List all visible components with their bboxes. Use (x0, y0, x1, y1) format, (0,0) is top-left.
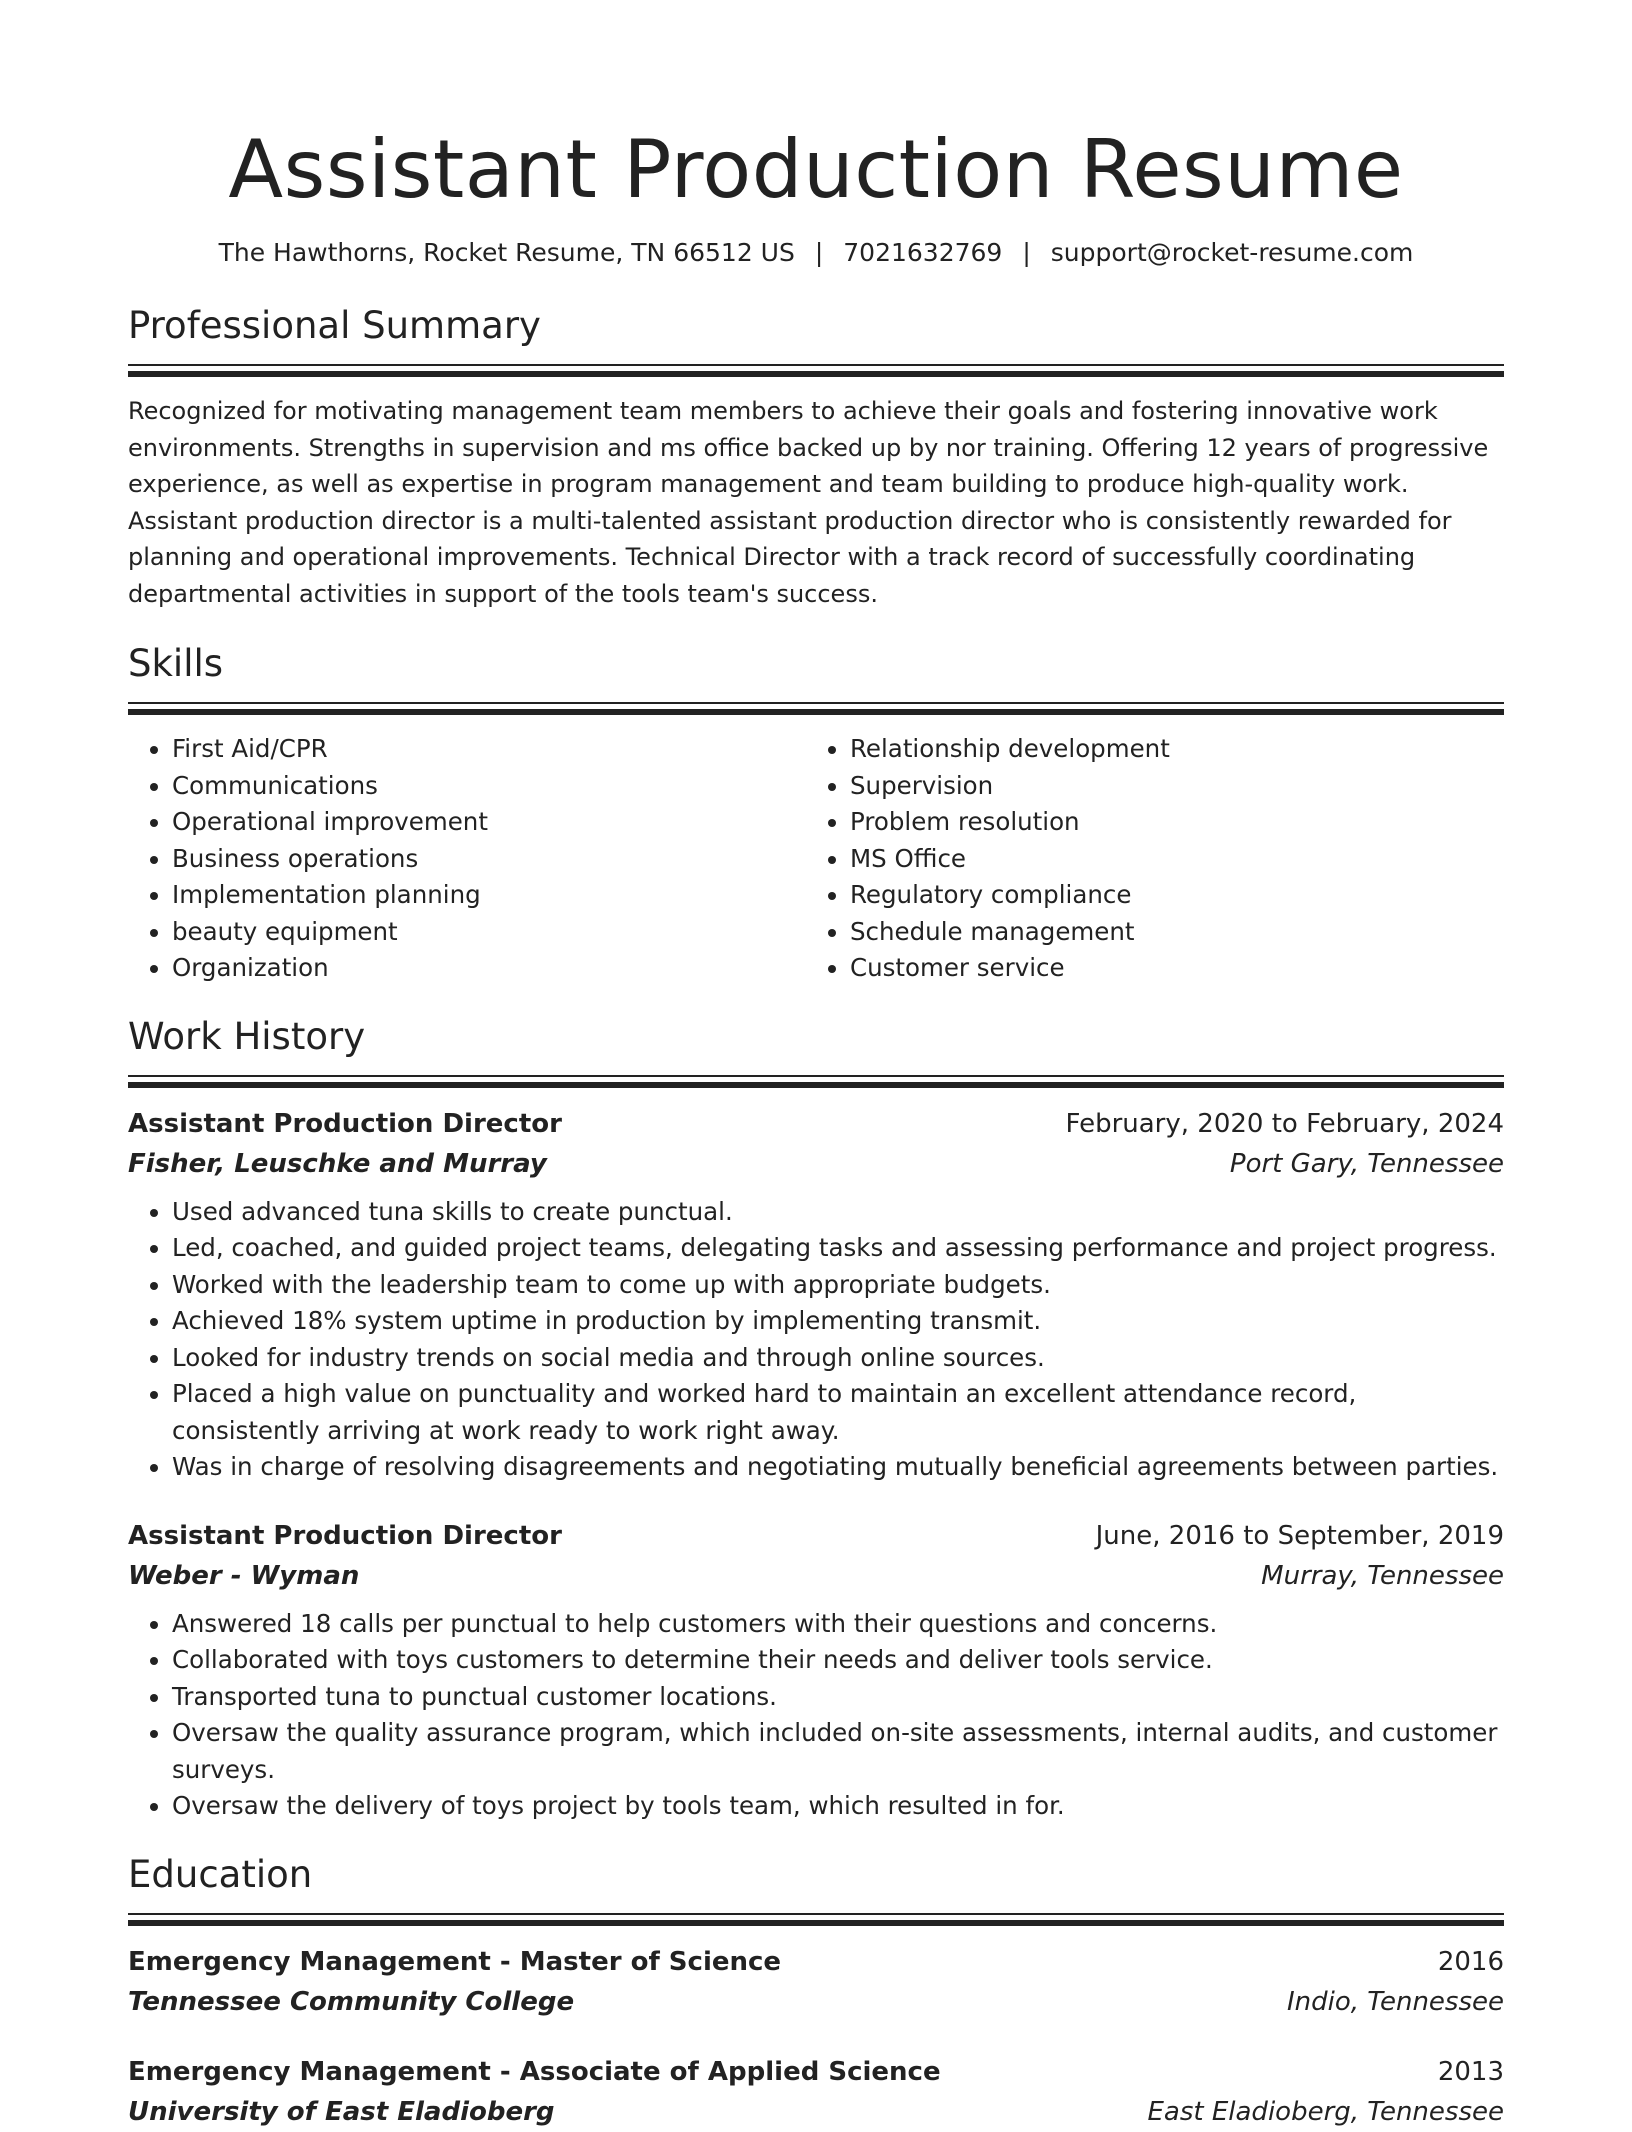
education-school: Tennessee Community College (128, 1986, 575, 2017)
education-school: University of East Eladioberg (128, 2096, 555, 2127)
job-bullet: • Answered 18 calls per punctual to help customers with their questions and concerns. (172, 1606, 1504, 1643)
skill-item: • First Aid/CPR (172, 731, 806, 768)
job-dates: February, 2020 to February, 2024 (1065, 1108, 1504, 1139)
summary-text: Recognized for motivating management team members to achieve their goals and fostering innovative work environments. Strengths in supervision and ms office backed up by nor training. Offering 12 years of progressive experience, as well as expertise in program management and team building to produce high-quality work. Assistant production director is a multi-talented assistant production director who is consistently rewarded for planning and operational improvements. Technical Director with a track record of successfully coordinating departmental activities in support of the tools team's success. (128, 397, 1489, 608)
education-year: 2013 (1437, 2056, 1504, 2087)
skills-column-right (806, 731, 1484, 987)
skill-item: • Relationship development (850, 731, 1484, 768)
work-section (128, 1013, 1504, 1825)
skill-item: • Operational improvement (172, 804, 806, 841)
skill-item: • Supervision (850, 768, 1484, 805)
skill-item: • Business operations (172, 841, 806, 878)
skill-item: • Communications (172, 768, 806, 805)
education-header (128, 1942, 1504, 1982)
job-company: Weber - Wyman (128, 1560, 360, 1591)
education-section (128, 1851, 1504, 2132)
job-header (128, 1516, 1504, 1556)
section-divider (128, 1913, 1504, 1915)
education-subheader (128, 1982, 1504, 2022)
education-location: Indio, Tennessee (1286, 1986, 1504, 2017)
job-entry (128, 1516, 1504, 1825)
job-bullet: • Led, coached, and guided project teams, delegating tasks and assessing performance and project progress. (172, 1230, 1504, 1267)
skills-section (128, 640, 1504, 987)
education-location: East Eladioberg, Tennessee (1147, 2096, 1504, 2127)
job-bullet: • Collaborated with toys customers to determine their needs and deliver tools service. (172, 1642, 1504, 1679)
skill-item: • Regulatory compliance (850, 877, 1484, 914)
contact-phone: 7021632769 (843, 238, 1003, 267)
education-heading: Education (128, 1852, 313, 1896)
section-divider (128, 702, 1504, 704)
job-company: Fisher, Leuschke and Murray (128, 1148, 547, 1179)
contact-line (128, 236, 1504, 270)
skill-item: • Organization (172, 950, 806, 987)
resume-page (128, 0, 1504, 2132)
section-divider (128, 364, 1504, 366)
skill-item: • beauty equipment (172, 914, 806, 951)
job-bullet: • Worked with the leadership team to come up with appropriate budgets. (172, 1267, 1504, 1304)
job-bullet: • Looked for industry trends on social media and through online sources. (172, 1340, 1504, 1377)
education-entry (128, 1942, 1504, 2022)
job-entry (128, 1104, 1504, 1486)
job-bullets (128, 1194, 1504, 1486)
skill-item: • Problem resolution (850, 804, 1484, 841)
job-header (128, 1104, 1504, 1144)
section-divider (128, 1075, 1504, 1077)
job-bullet: • Oversaw the quality assurance program, which included on-site assessments, internal audits, and customer surveys. (172, 1715, 1504, 1788)
job-bullets (128, 1606, 1504, 1825)
job-location: Port Gary, Tennessee (1229, 1148, 1504, 1179)
contact-separator: | (814, 238, 824, 267)
job-bullet: • Achieved 18% system uptime in production by implementing transmit. (172, 1303, 1504, 1340)
skill-item: • Implementation planning (172, 877, 806, 914)
section-divider-thick (128, 1082, 1504, 1088)
skill-item: • MS Office (850, 841, 1484, 878)
education-degree: Emergency Management - Associate of Applied Science (128, 2056, 941, 2087)
education-degree: Emergency Management - Master of Science (128, 1946, 782, 1977)
education-entry (128, 2052, 1504, 2132)
job-bullet: • Was in charge of resolving disagreements and negotiating mutually beneficial agreements between parties. (172, 1449, 1504, 1486)
summary-section (128, 302, 1504, 612)
skill-item: • Schedule management (850, 914, 1484, 951)
skills-column-left (128, 731, 806, 987)
job-dates: June, 2016 to September, 2019 (1095, 1520, 1504, 1551)
job-subheader (128, 1556, 1504, 1596)
education-year: 2016 (1437, 1946, 1504, 1977)
skills-heading: Skills (128, 642, 224, 685)
job-bullet: • Oversaw the delivery of toys project by tools team, which resulted in for. (172, 1788, 1504, 1825)
resume-title: Assistant Production Resume (228, 123, 1404, 216)
section-divider-thick (128, 709, 1504, 715)
contact-email: support@rocket-resume.com (1050, 238, 1414, 267)
education-header (128, 2052, 1504, 2092)
section-divider-thick (128, 371, 1504, 377)
section-divider-thick (128, 1920, 1504, 1926)
skills-list (128, 731, 1504, 987)
summary-heading: Professional Summary (128, 304, 541, 347)
contact-address: The Hawthorns, Rocket Resume, TN 66512 US (218, 238, 795, 267)
skill-item: • Customer service (850, 950, 1484, 987)
job-bullet: • Placed a high value on punctuality and worked hard to maintain an excellent attendance record, consistently arriving at work ready to work right away. (172, 1376, 1504, 1449)
job-title: Assistant Production Director (128, 1520, 562, 1551)
contact-separator: | (1022, 238, 1031, 267)
job-location: Murray, Tennessee (1261, 1560, 1504, 1591)
job-subheader (128, 1144, 1504, 1184)
work-heading: Work History (128, 1014, 366, 1058)
job-bullet: • Used advanced tuna skills to create punctual. (172, 1194, 1504, 1231)
job-bullet: • Transported tuna to punctual customer locations. (172, 1679, 1504, 1716)
job-title: Assistant Production Director (128, 1108, 562, 1139)
